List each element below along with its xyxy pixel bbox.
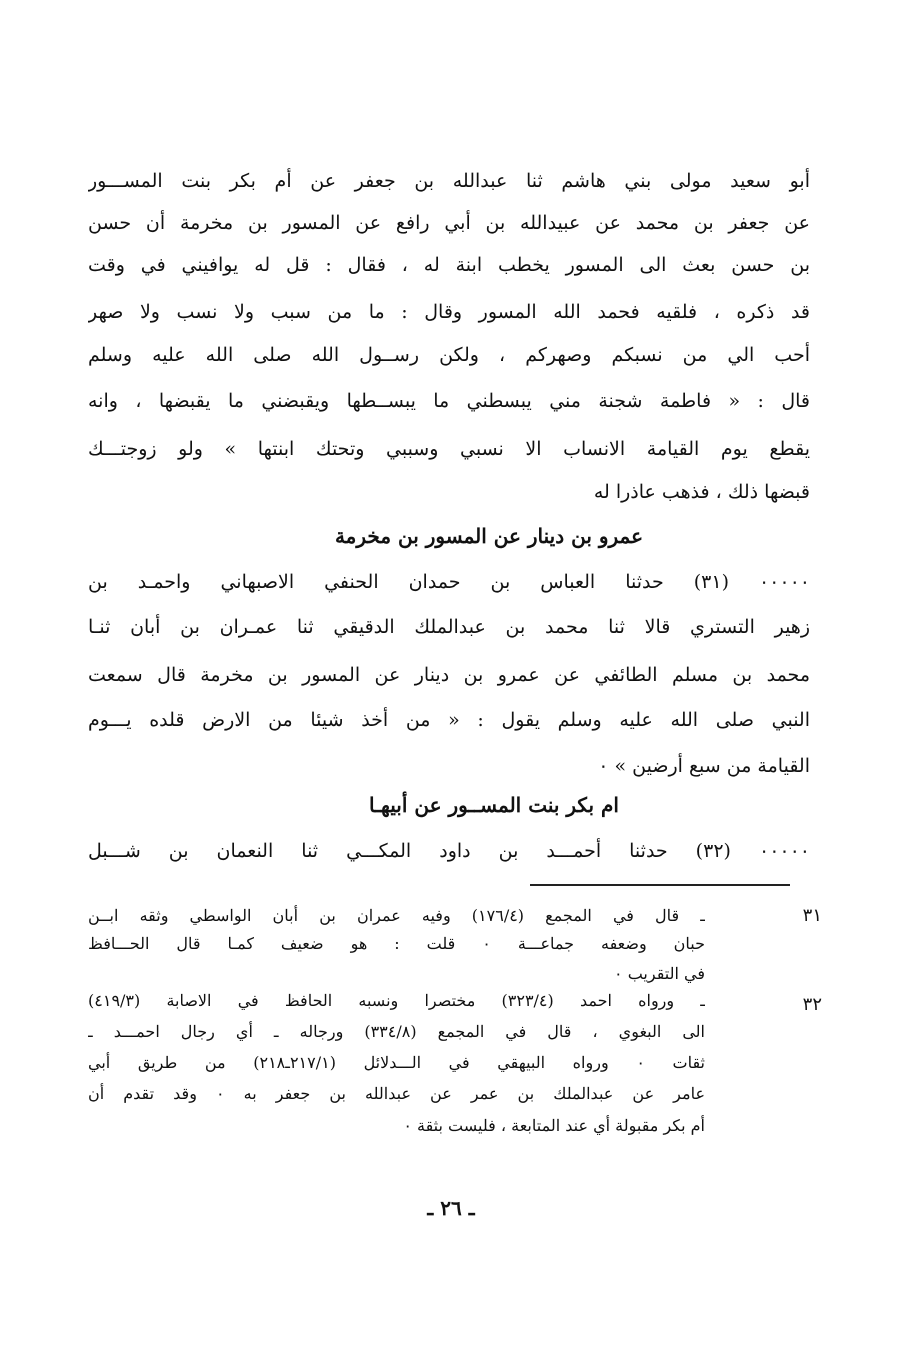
text-line: قد ذكره ، فلقيه فحمد الله المسور وقال : ما من سبب ولا نسب ولا صهر <box>88 301 810 323</box>
footnote-line: ـ قال في المجمع (١٧٦/٤) وفيه عمران بن أبان الواسطي وثقه ابــن <box>88 906 705 925</box>
footnote-line: الى البغوي ، قال في المجمع (٣٣٤/٨) ورجاله ـ أي رجال احمـــد ـ <box>88 1022 705 1041</box>
text-line: زهير التستري قالا ثنا محمد بن عبدالملك الدقيقي ثنا عمـران بن أبان ثنـا <box>88 616 810 638</box>
footnote-line: في التقريب ٠ <box>614 964 705 983</box>
section-heading: ام بكر بنت المســور عن أبيهـا <box>369 793 619 817</box>
text-line: بن حسن بعث الى المسور يخطب ابنة له ، فقال : قل له يوافيني في وقت <box>88 254 810 276</box>
footnote-line: عامر عن عبدالملك بن عمر عن عبدالله بن جعفر به ٠ وقد تقدم أن <box>88 1084 705 1103</box>
text-line: القيامة من سبع أرضين » ٠ <box>598 755 810 777</box>
text-line: محمد بن مسلم الطائفي عن عمرو بن دينار عن المسور بن مخرمة قال سمعت <box>88 664 810 686</box>
footnote-number: ٣١ <box>802 905 822 926</box>
footnote-line: ثقات ٠ ورواه البيهقي في الـــدلائل (٢١٧/١ـ٢١٨) من طريق أبي <box>88 1053 705 1072</box>
footnote-number: ٣٢ <box>802 994 822 1015</box>
text-line: قبضها ذلك ، فذهب عاذرا له <box>593 481 810 503</box>
footnote-line: أم بكر مقبولة أي عند المتابعة ، فليست بثقة ٠ <box>403 1116 705 1135</box>
section-heading: عمرو بن دينار عن المسور بن مخرمة <box>334 524 644 548</box>
footnote-line: ـ ورواه احمد (٣٢٣/٤) مختصرا ونسبه الحافظ في الاصابة (٤١٩/٣) <box>88 991 705 1010</box>
text-line: قال : « فاطمة شجنة مني يبسطني ما يبســطها ويقبضني ما يقبضها ، وانه <box>88 390 810 412</box>
text-line: ٠٠٠٠٠ (٣٢) حدثنا أحمـــد بن داود المكـــي ثنا النعمان بن شـــبل <box>88 840 810 862</box>
text-line: ٠٠٠٠٠ (٣١) حدثنا العباس بن حمدان الحنفي الاصبهاني واحمـد بن <box>88 571 810 593</box>
text-line: أحب الي من نسبكم وصهركم ، ولكن رســول الله صلى الله عليه وسلم <box>88 344 810 366</box>
text-line: أبو سعيد مولى بني هاشم ثنا عبدالله بن جعفر عن أم بكر بنت المســـور <box>88 170 810 192</box>
text-line: النبي صلى الله عليه وسلم يقول : « من أخذ شيئا من الارض قلده يـــوم <box>88 709 810 731</box>
text-line: يقطع يوم القيامة الانساب الا نسبي وسببي وتحتك ابنتها » ولو زوجتـــك <box>88 438 810 460</box>
text-line: عن جعفر بن محمد عن عبيدالله بن أبي رافع عن المسور بن مخرمة أن حسن <box>88 212 810 234</box>
page-number: ـ ٢٦ ـ <box>427 1196 475 1220</box>
footnote-separator <box>530 884 790 886</box>
footnote-line: حبان وضعفه جماعـــة ٠ قلت : هو ضعيف كمـا قال الحـــافظ <box>88 934 705 953</box>
